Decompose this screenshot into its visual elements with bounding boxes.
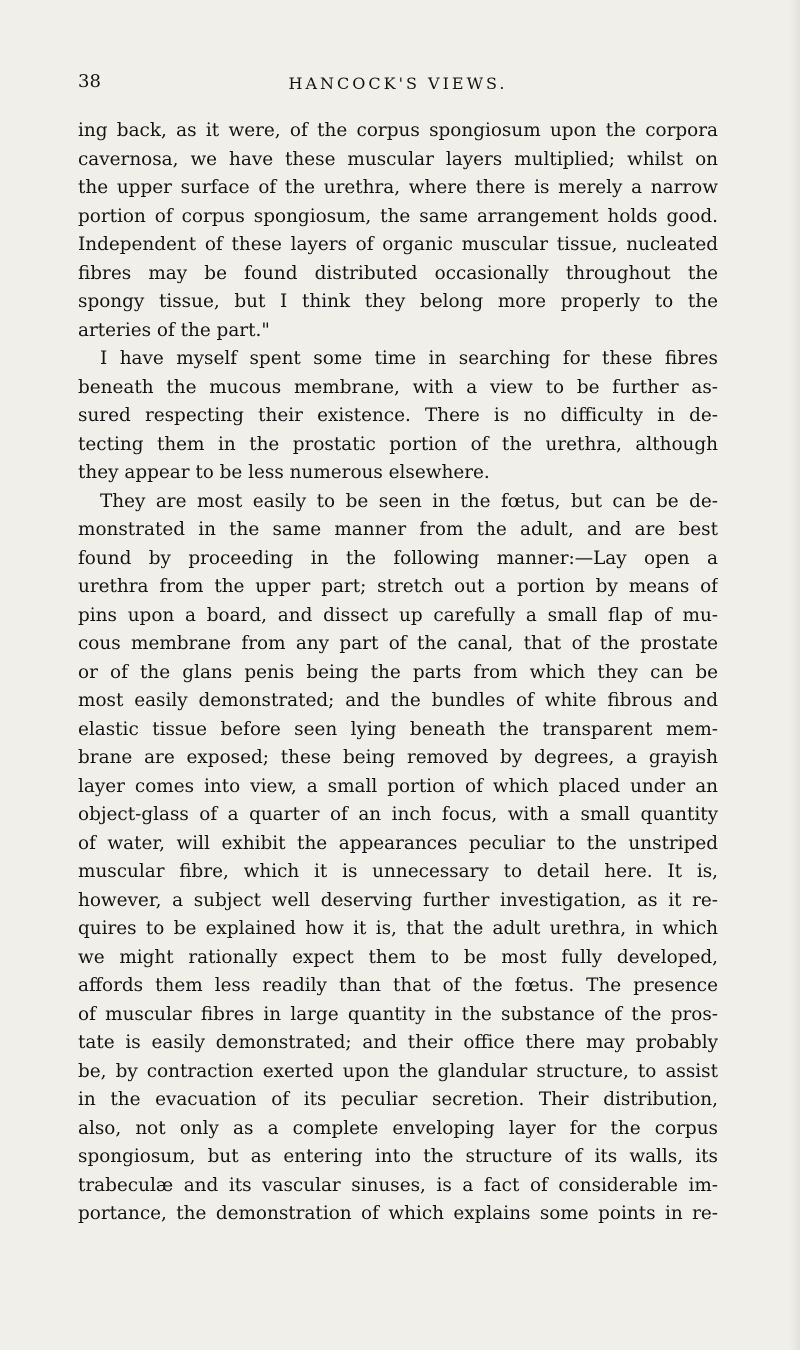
text-line: or of the glans penis being the parts from which they can be	[78, 661, 718, 683]
text-line: brane are exposed; these being removed by degrees, a grayish	[78, 747, 718, 768]
text-line: spongy tissue, but I think they belong more properly to the	[78, 291, 718, 312]
text-line: sured respecting their existence. There is no difficulty in de-	[78, 405, 718, 426]
text-line: object-glass of a quarter of an inch focus, with a small quantity	[78, 804, 718, 825]
text-line: beneath the mucous membrane, with a view to be further as-	[78, 376, 718, 398]
text-line: layer comes into view, a small portion of which placed under an	[78, 775, 718, 797]
text-line: tecting them in the prostatic portion of the urethra, although	[78, 433, 718, 455]
text-line: be, by contraction exerted upon the glandular structure, to assist	[78, 1060, 718, 1082]
text-line: they appear to be less numerous elsewhere.	[78, 462, 490, 483]
text-line: cous membrane from any part of the canal, that of the prostate	[78, 633, 718, 654]
page-header	[78, 70, 718, 94]
text-line: of water, will exhibit the appearances peculiar to the unstriped	[78, 832, 718, 854]
text-line: in the evacuation of its peculiar secretion. Their distribution,	[78, 1089, 718, 1110]
text-line: fibres may be found distributed occasionally throughout the	[78, 262, 718, 284]
text-line: pins upon a board, and dissect up carefully a small flap of mu-	[78, 604, 718, 626]
text-line: portion of corpus spongiosum, the same arrangement holds good.	[78, 205, 718, 227]
text-line: affords them less readily than that of the fœtus. The presence	[78, 975, 718, 996]
text-line: urethra from the upper part; stretch out a portion by means of	[78, 576, 718, 597]
text-line: we might rationally expect them to be most fully developed,	[78, 946, 718, 968]
body-text	[78, 117, 718, 1229]
page-number: 38	[78, 71, 101, 92]
text-line: portance, the demonstration of which explains some points in re-	[78, 1203, 718, 1224]
page-edge-shadow	[790, 0, 800, 1350]
text-line: monstrated in the same manner from the adult, and are best	[78, 519, 718, 540]
text-line: most easily demonstrated; and the bundles of white fibrous and	[78, 690, 718, 711]
text-line: tate is easily demonstrated; and their office there may probably	[78, 1032, 718, 1053]
text-line: spongiosum, but as entering into the structure of its walls, its	[78, 1146, 718, 1167]
text-line: trabeculæ and its vascular sinuses, is a fact of considerable im-	[78, 1174, 718, 1196]
text-line: however, a subject well deserving further investigation, as it re-	[78, 889, 718, 911]
text-line: arteries of the part."	[78, 319, 270, 341]
running-head: HANCOCK'S VIEWS.	[288, 74, 508, 93]
text-line: ing back, as it were, of the corpus spongiosum upon the corpora	[78, 120, 718, 141]
text-line: I have myself spent some time in searching for these fibres	[100, 348, 718, 369]
text-line: the upper surface of the urethra, where there is merely a narrow	[78, 177, 718, 198]
text-line: also, not only as a complete enveloping layer for the corpus	[78, 1117, 718, 1139]
text-line: elastic tissue before seen lying beneath the transparent mem-	[78, 718, 718, 740]
text-line: quires to be explained how it is, that the adult urethra, in which	[78, 918, 718, 939]
text-line: They are most easily to be seen in the fœtus, but can be de-	[100, 490, 718, 512]
text-line: cavernosa, we have these muscular layers multiplied; whilst on	[78, 148, 718, 170]
text-line: muscular fibre, which it is unnecessary to detail here. It is,	[78, 861, 718, 882]
text-line: Independent of these layers of organic muscular tissue, nucleated	[78, 234, 718, 255]
text-line: found by proceeding in the following manner:—Lay open a	[78, 547, 718, 569]
text-line: of muscular fibres in large quantity in the substance of the pros-	[78, 1003, 718, 1025]
